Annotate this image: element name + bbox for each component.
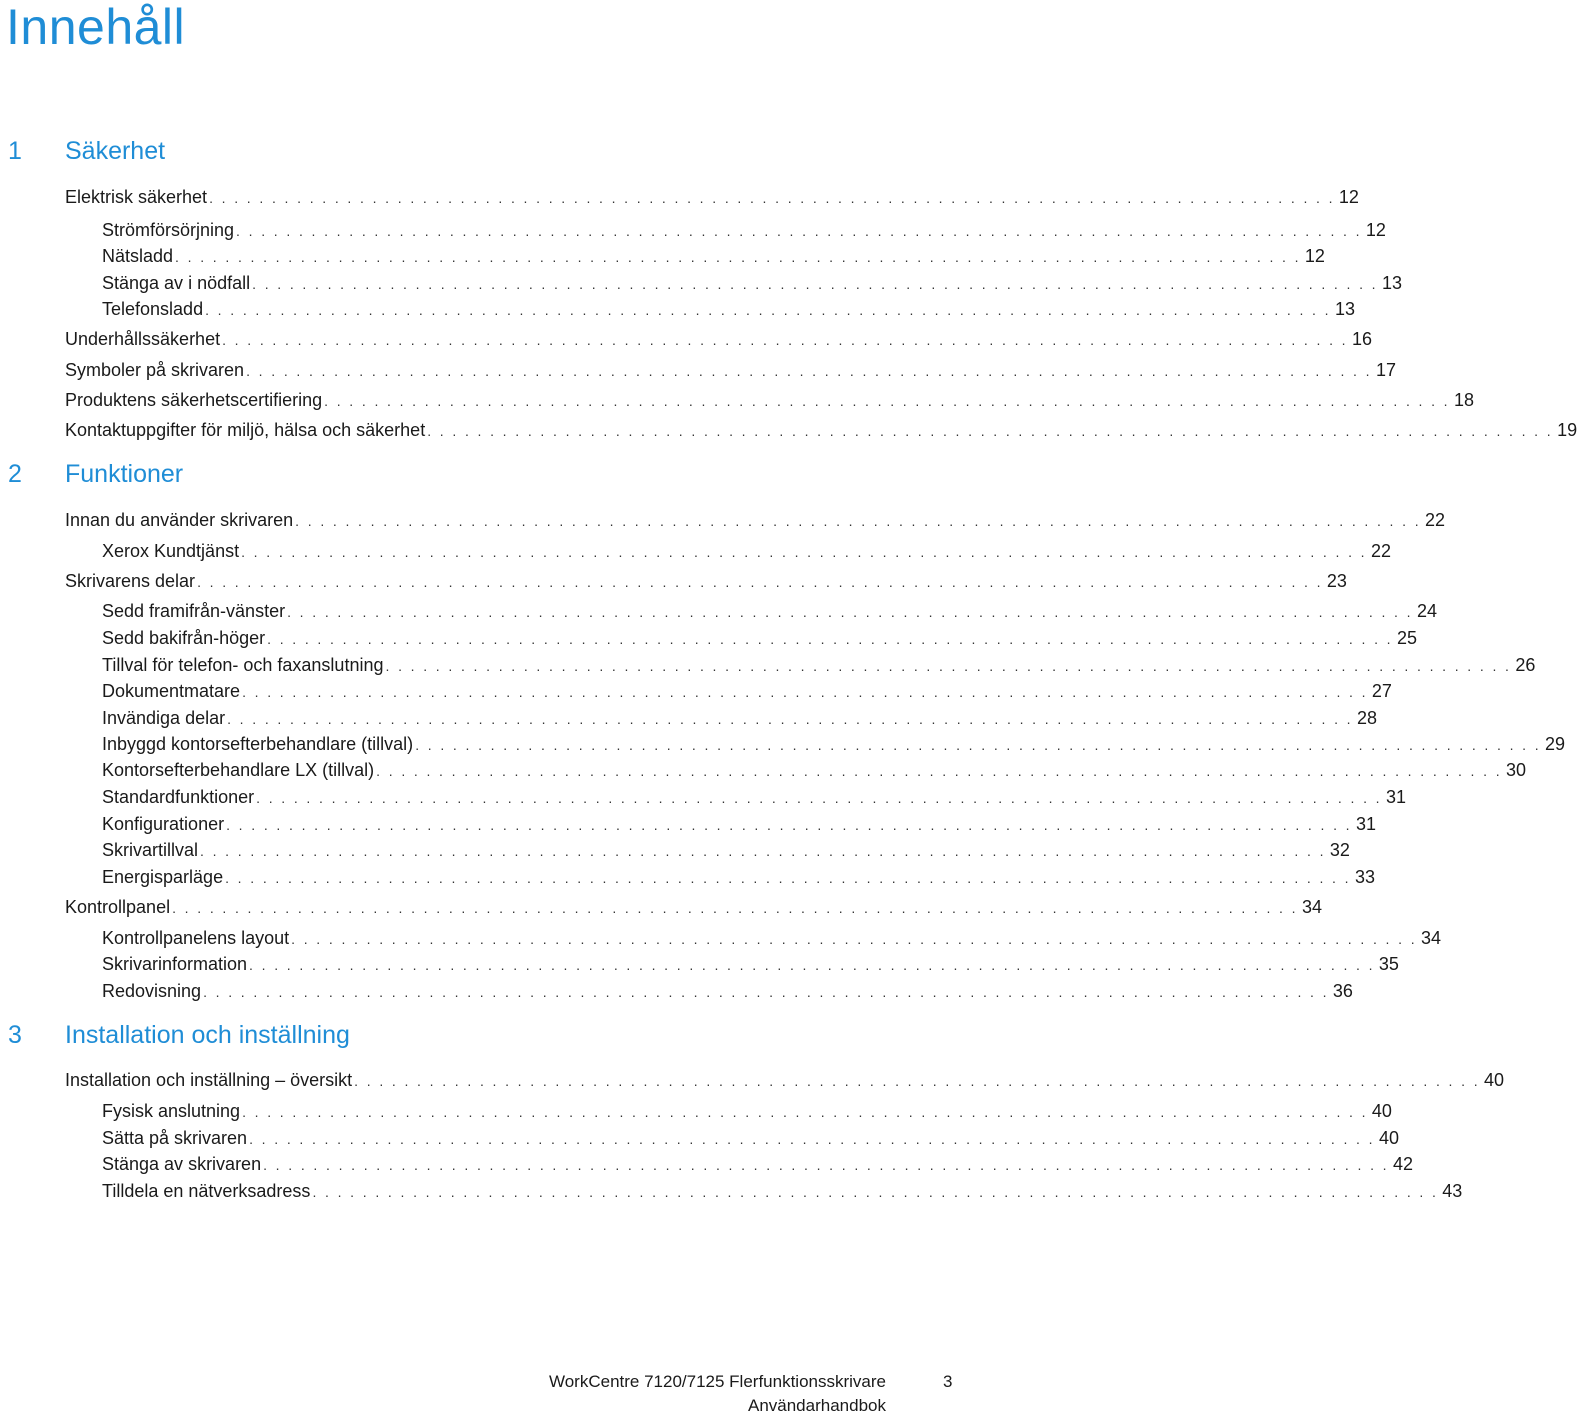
toc-subentry[interactable]	[102, 787, 1406, 811]
dot-leader: . . . . . . . . . . . . . . . . . . . . . . . . . . . . . . . . . . . . . . . . . . . . . . . . . . . . . . . . . . . . . . . . . . . . . . . . . . . . . . . . . . . . . . . . . .	[197, 574, 1323, 590]
toc-page-number: 29	[1545, 734, 1566, 754]
dot-leader: . . . . . . . . . . . . . . . . . . . . . . . . . . . . . . . . . . . . . . . . . . . . . . . . . . . . . . . . . . . . . . . . . . . . . . . . . . . . . . . . . . . . . . . . . .	[252, 276, 1378, 292]
toc-page-number: 12	[1304, 246, 1325, 266]
toc-page-number: 22	[1425, 510, 1446, 530]
toc-entry-label: Kontrollpanelens layout	[102, 928, 290, 948]
toc-page-number: 13	[1334, 299, 1355, 319]
toc-subentry[interactable]	[102, 760, 1527, 784]
toc-subentry[interactable]	[102, 299, 1355, 323]
toc-page-number: 13	[1381, 273, 1402, 293]
toc-entry-label: Sedd framifrån-vänster	[102, 601, 286, 621]
dot-leader: . . . . . . . . . . . . . . . . . . . . . . . . . . . . . . . . . . . . . . . . . . . . . . . . . . . . . . . . . . . . . . . . . . . . . . . . . . . . . . . . . . . . . . . . . .	[200, 843, 1326, 859]
toc-subentry[interactable]	[102, 840, 1350, 864]
toc-entry-label: Kontrollpanel	[65, 897, 171, 917]
toc-page-number: 22	[1370, 541, 1391, 561]
toc-subentry[interactable]	[102, 708, 1377, 732]
toc-subentry[interactable]	[102, 273, 1402, 297]
toc-entry-label: Sedd bakifrån-höger	[102, 628, 266, 648]
toc-page-number: 12	[1365, 220, 1386, 240]
toc-entry-label: Symboler på skrivaren	[65, 360, 245, 380]
dot-leader: . . . . . . . . . . . . . . . . . . . . . . . . . . . . . . . . . . . . . . . . . . . . . . . . . . . . . . . . . . . . . . . . . . . . . . . . . . . . . . . . . . . . . . . . . .	[242, 684, 1368, 700]
toc-entry-label: Skrivarens delar	[65, 571, 196, 591]
toc-subentry[interactable]	[102, 1181, 1463, 1205]
toc-entry-label: Kontorsefterbehandlare LX (tillval)	[102, 760, 375, 780]
page-title: Innehåll	[6, 0, 186, 55]
chapter-title: Säkerhet	[65, 137, 166, 165]
chapter-heading[interactable]	[0, 460, 960, 496]
toc-entry-label: Dokumentmatare	[102, 681, 241, 701]
toc-entry-label: Konfigurationer	[102, 814, 225, 834]
toc-page-number: 27	[1371, 681, 1392, 701]
toc-entry-label: Produktens säkerhetscertifiering	[65, 390, 323, 410]
dot-leader: . . . . . . . . . . . . . . . . . . . . . . . . . . . . . . . . . . . . . . . . . . . . . . . . . . . . . . . . . . . . . . . . . . . . . . . . . . . . . . . . . . . . . . . . . .	[312, 1184, 1439, 1200]
toc-page-number: 43	[1442, 1181, 1463, 1201]
dot-leader: . . . . . . . . . . . . . . . . . . . . . . . . . . . . . . . . . . . . . . . . . . . . . . . . . . . . . . . . . . . . . . . . . . . . . . . . . . . . . . . . . . . . . . . . . .	[256, 790, 1382, 806]
toc-entry-label: Installation och inställning – översikt	[65, 1070, 353, 1090]
dot-leader: . . . . . . . . . . . . . . . . . . . . . . . . . . . . . . . . . . . . . . . . . . . . . . . . . . . . . . . . . . . . . . . . . . . . . . . . . . . . . . . . . . . . . . . . . .	[242, 1104, 1368, 1120]
dot-leader: . . . . . . . . . . . . . . . . . . . . . . . . . . . . . . . . . . . . . . . . . . . . . . . . . . . . . . . . . . . . . . . . . . . . . . . . . . . . . . . . . . . . . . . . . .	[227, 711, 1353, 727]
toc-entry-label: Standardfunktioner	[102, 787, 255, 807]
toc-subentry[interactable]	[102, 681, 1392, 705]
toc-entry-label: Redovisning	[102, 981, 202, 1001]
chapter-heading[interactable]	[0, 1021, 960, 1057]
footer	[549, 1370, 886, 1418]
toc-page-number: 18	[1453, 390, 1475, 410]
toc-page-number: 19	[1557, 420, 1578, 440]
toc-page-number: 31	[1385, 787, 1406, 807]
toc-page-number: 26	[1515, 655, 1536, 675]
toc-entry-label: Tillval för telefon- och faxanslutning	[102, 655, 384, 675]
toc-page-number: 40	[1371, 1101, 1392, 1121]
toc-page-number: 28	[1356, 708, 1377, 728]
dot-leader: . . . . . . . . . . . . . . . . . . . . . . . . . . . . . . . . . . . . . . . . . . . . . . . . . . . . . . . . . . . . . . . . . . . . . . . . . . . . . . . . . . . . . . . . . .	[354, 1073, 1481, 1089]
toc-page-number: 42	[1392, 1154, 1413, 1174]
dot-leader: . . . . . . . . . . . . . . . . . . . . . . . . . . . . . . . . . . . . . . . . . . . . . . . . . . . . . . . . . . . . . . . . . . . . . . . . . . . . . . . . . . . . . . . . . .	[175, 249, 1301, 265]
toc-page-number: 32	[1329, 840, 1350, 860]
footer-doc: Användarhandbok	[747, 1396, 886, 1415]
toc-page-number: 34	[1421, 928, 1442, 948]
toc-subentry[interactable]	[102, 246, 1325, 270]
dot-leader: . . . . . . . . . . . . . . . . . . . . . . . . . . . . . . . . . . . . . . . . . . . . . . . . . . . . . . . . . . . . . . . . . . . . . . . . . . . . . . . . . . . . . . . . . .	[236, 223, 1362, 239]
toc-entry[interactable]	[65, 571, 1347, 595]
dot-leader: . . . . . . . . . . . . . . . . . . . . . . . . . . . . . . . . . . . . . . . . . . . . . . . . . . . . . . . . . . . . . . . . . . . . . . . . . . . . . . . . . . . . . . . . . .	[249, 957, 1375, 973]
toc-page-number: 17	[1375, 360, 1396, 380]
toc-page-number: 30	[1506, 760, 1527, 780]
toc-entry[interactable]	[65, 187, 1359, 211]
toc-entry-label: Stänga av skrivaren	[102, 1154, 262, 1174]
dot-leader: . . . . . . . . . . . . . . . . . . . . . . . . . . . . . . . . . . . . . . . . . . . . . . . . . . . . . . . . . . . . . . . . . . . . . . . . . . . . . . . . . . . . . . . . . .	[324, 393, 1450, 409]
chapter-title: Installation och inställning	[65, 1021, 350, 1049]
dot-leader: . . . . . . . . . . . . . . . . . . . . . . . . . . . . . . . . . . . . . . . . . . . . . . . . . . . . . . . . . . . . . . . . . . . . . . . . . . . . . . . . . . . . . . . . . .	[226, 817, 1352, 833]
toc-entry-label: Nätsladd	[102, 246, 174, 266]
page-number: 3	[943, 1372, 953, 1391]
toc-entry[interactable]	[65, 390, 1475, 414]
toc-subentry[interactable]	[102, 1101, 1392, 1125]
toc-entry[interactable]	[65, 420, 1578, 444]
dot-leader: . . . . . . . . . . . . . . . . . . . . . . . . . . . . . . . . . . . . . . . . . . . . . . . . . . . . . . . . . . . . . . . . . . . . . . . . . . . . . . . . . . . . . . . . . .	[209, 190, 1335, 206]
toc-page-number: 36	[1332, 981, 1353, 1001]
toc-entry-label: Skrivartillval	[102, 840, 199, 860]
dot-leader: . . . . . . . . . . . . . . . . . . . . . . . . . . . . . . . . . . . . . . . . . . . . . . . . . . . . . . . . . . . . . . . . . . . . . . . . . . . . . . . . . . . . . . . . . .	[249, 1131, 1375, 1147]
toc-subentry[interactable]	[102, 541, 1391, 565]
toc-page-number: 40	[1378, 1128, 1399, 1148]
dot-leader: . . . . . . . . . . . . . . . . . . . . . . . . . . . . . . . . . . . . . . . . . . . . . . . . . . . . . . . . . . . . . . . . . . . . . . . . . . . . . . . . . . . . . . . . . .	[427, 423, 1554, 439]
dot-leader: . . . . . . . . . . . . . . . . . . . . . . . . . . . . . . . . . . . . . . . . . . . . . . . . . . . . . . . . . . . . . . . . . . . . . . . . . . . . . . . . . . . . . . . . . .	[291, 931, 1417, 947]
toc-page-number: 34	[1301, 897, 1322, 917]
toc-page-number: 16	[1351, 329, 1372, 349]
toc-subentry[interactable]	[102, 867, 1375, 891]
toc-entry-label: Fysisk anslutning	[102, 1101, 241, 1121]
toc-entry[interactable]	[65, 329, 1372, 353]
dot-leader: . . . . . . . . . . . . . . . . . . . . . . . . . . . . . . . . . . . . . . . . . . . . . . . . . . . . . . . . . . . . . . . . . . . . . . . . . . . . . . . . . . . . . . . . . .	[222, 332, 1348, 348]
toc-entry[interactable]	[65, 1070, 1505, 1094]
toc-entry-label: Kontaktuppgifter för miljö, hälsa och säkerhet	[65, 420, 426, 440]
toc-entry[interactable]	[65, 897, 1322, 921]
toc-subentry[interactable]	[102, 814, 1376, 838]
dot-leader: . . . . . . . . . . . . . . . . . . . . . . . . . . . . . . . . . . . . . . . . . . . . . . . . . . . . . . . . . . . . . . . . . . . . . . . . . . . . . . . . . . . . . . . . . .	[415, 737, 1542, 753]
toc-entry[interactable]	[65, 360, 1396, 384]
toc-page-number: 12	[1338, 187, 1359, 207]
toc-entry-label: Strömförsörjning	[102, 220, 235, 240]
toc-entry-label: Tilldela en nätverksadress	[102, 1181, 311, 1201]
toc-entry-label: Xerox Kundtjänst	[102, 541, 240, 561]
toc-subentry[interactable]	[102, 655, 1536, 679]
toc-entry-label: Underhållssäkerhet	[65, 329, 221, 349]
toc-page-number: 25	[1396, 628, 1417, 648]
dot-leader: . . . . . . . . . . . . . . . . . . . . . . . . . . . . . . . . . . . . . . . . . . . . . . . . . . . . . . . . . . . . . . . . . . . . . . . . . . . . . . . . . . . . . . . . . .	[263, 1157, 1389, 1173]
toc-subentry[interactable]	[102, 220, 1386, 244]
toc-entry-label: Telefonsladd	[102, 299, 204, 319]
toc-subentry[interactable]	[102, 981, 1353, 1005]
dot-leader: . . . . . . . . . . . . . . . . . . . . . . . . . . . . . . . . . . . . . . . . . . . . . . . . . . . . . . . . . . . . . . . . . . . . . . . . . . . . . . . . . . . . . . . . . .	[295, 513, 1422, 529]
toc-subentry[interactable]	[102, 734, 1566, 758]
chapter-number: 3	[8, 1021, 22, 1049]
dot-leader: . . . . . . . . . . . . . . . . . . . . . . . . . . . . . . . . . . . . . . . . . . . . . . . . . . . . . . . . . . . . . . . . . . . . . . . . . . . . . . . . . . . . . . . . . .	[205, 302, 1331, 318]
chapter-number: 2	[8, 460, 22, 488]
toc-entry-label: Energisparläge	[102, 867, 224, 887]
toc-entry[interactable]	[65, 510, 1446, 534]
toc-subentry[interactable]	[102, 1154, 1413, 1178]
toc-page-number: 31	[1355, 814, 1376, 834]
toc-subentry[interactable]	[102, 1128, 1399, 1152]
dot-leader: . . . . . . . . . . . . . . . . . . . . . . . . . . . . . . . . . . . . . . . . . . . . . . . . . . . . . . . . . . . . . . . . . . . . . . . . . . . . . . . . . . . . . . . . . .	[246, 363, 1372, 379]
dot-leader: . . . . . . . . . . . . . . . . . . . . . . . . . . . . . . . . . . . . . . . . . . . . . . . . . . . . . . . . . . . . . . . . . . . . . . . . . . . . . . . . . . . . . . . . . .	[376, 763, 1503, 779]
toc-page-number: 33	[1354, 867, 1375, 887]
toc-entry-label: Stänga av i nödfall	[102, 273, 251, 293]
chapter-heading[interactable]	[0, 137, 960, 173]
toc-entry-label: Elektrisk säkerhet	[65, 187, 208, 207]
chapter-title: Funktioner	[65, 460, 184, 488]
toc-entry-label: Sätta på skrivaren	[102, 1128, 248, 1148]
dot-leader: . . . . . . . . . . . . . . . . . . . . . . . . . . . . . . . . . . . . . . . . . . . . . . . . . . . . . . . . . . . . . . . . . . . . . . . . . . . . . . . . . . . . . . . . . .	[241, 544, 1367, 560]
dot-leader: . . . . . . . . . . . . . . . . . . . . . . . . . . . . . . . . . . . . . . . . . . . . . . . . . . . . . . . . . . . . . . . . . . . . . . . . . . . . . . . . . . . . . . . . . .	[287, 604, 1413, 620]
dot-leader: . . . . . . . . . . . . . . . . . . . . . . . . . . . . . . . . . . . . . . . . . . . . . . . . . . . . . . . . . . . . . . . . . . . . . . . . . . . . . . . . . . . . . . . . . .	[267, 631, 1393, 647]
footer-product: WorkCentre 7120/7125 Flerfunktionsskrivare	[548, 1372, 886, 1391]
dot-leader: . . . . . . . . . . . . . . . . . . . . . . . . . . . . . . . . . . . . . . . . . . . . . . . . . . . . . . . . . . . . . . . . . . . . . . . . . . . . . . . . . . . . . . . . . .	[203, 984, 1329, 1000]
toc-entry-label: Skrivarinformation	[102, 954, 248, 974]
toc-entry-label: Innan du använder skrivaren	[65, 510, 294, 530]
dot-leader: . . . . . . . . . . . . . . . . . . . . . . . . . . . . . . . . . . . . . . . . . . . . . . . . . . . . . . . . . . . . . . . . . . . . . . . . . . . . . . . . . . . . . . . . . .	[385, 658, 1512, 674]
toc-entry-label: Invändiga delar	[102, 708, 226, 728]
dot-leader: . . . . . . . . . . . . . . . . . . . . . . . . . . . . . . . . . . . . . . . . . . . . . . . . . . . . . . . . . . . . . . . . . . . . . . . . . . . . . . . . . . . . . . . . . .	[225, 870, 1351, 886]
toc-entry-label: Inbyggd kontorsefterbehandlare (tillval)	[102, 734, 414, 754]
toc-subentry[interactable]	[102, 954, 1399, 978]
toc-page-number: 40	[1484, 1070, 1505, 1090]
toc-page-number: 24	[1416, 601, 1437, 621]
toc-page-number: 35	[1378, 954, 1399, 974]
toc-subentry[interactable]	[102, 628, 1417, 652]
toc-subentry[interactable]	[102, 601, 1437, 625]
toc-page-number: 23	[1326, 571, 1347, 591]
dot-leader: . . . . . . . . . . . . . . . . . . . . . . . . . . . . . . . . . . . . . . . . . . . . . . . . . . . . . . . . . . . . . . . . . . . . . . . . . . . . . . . . . . . . . . . . . .	[172, 900, 1298, 916]
chapter-number: 1	[8, 137, 22, 165]
toc-subentry[interactable]	[102, 928, 1442, 952]
